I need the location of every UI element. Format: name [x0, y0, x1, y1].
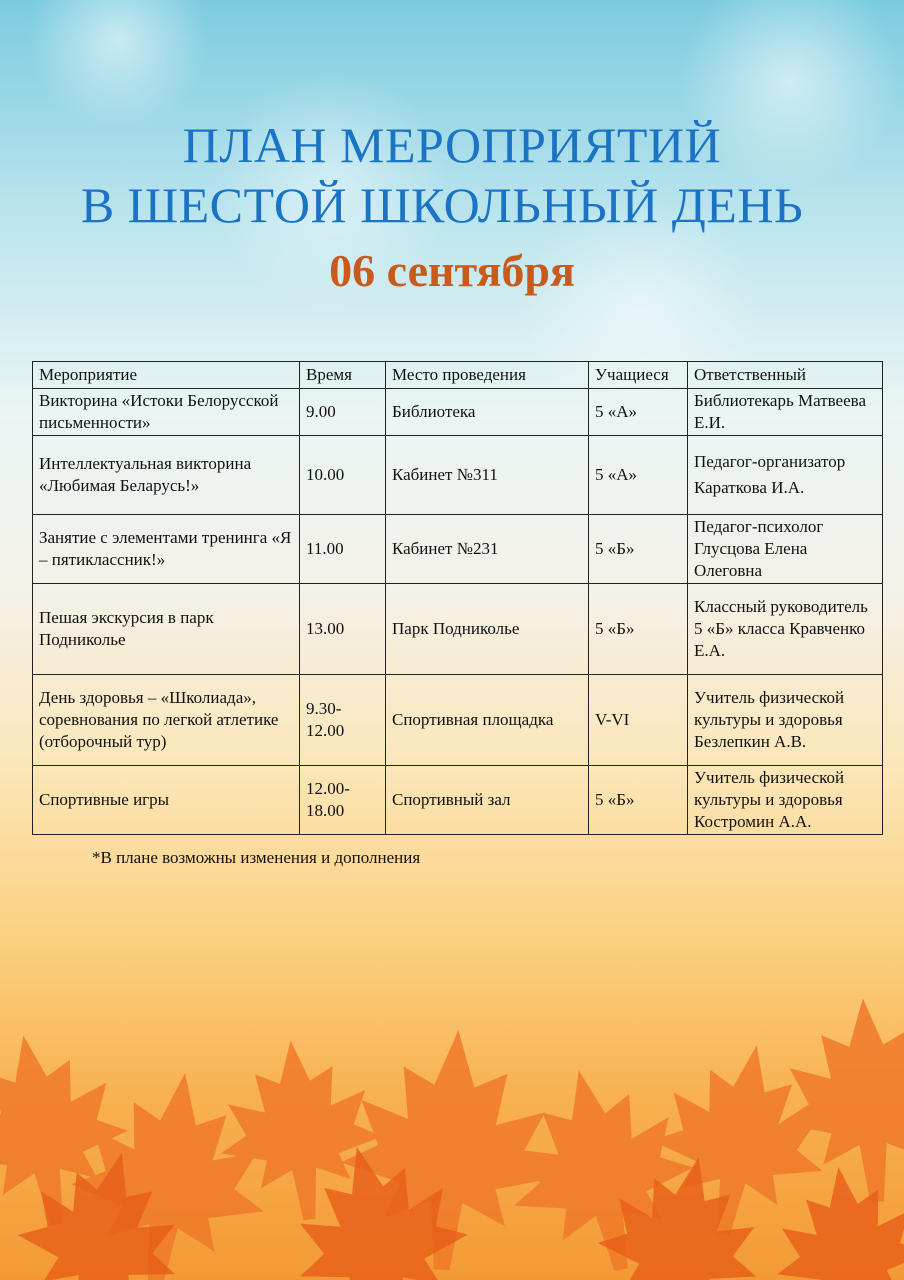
cell-time: 11.00 [300, 515, 386, 584]
cell-event: Спортивные игры [33, 766, 300, 835]
cell-students: 5 «А» [589, 436, 688, 515]
cell-event: Викторина «Истоки Белорусской письменности» [33, 389, 300, 436]
header-time: Время [300, 362, 386, 389]
cell-place: Кабинет №311 [386, 436, 589, 515]
cell-place: Парк Подниколье [386, 584, 589, 675]
cell-students: 5 «Б» [589, 515, 688, 584]
cell-time: 12.00-18.00 [300, 766, 386, 835]
cell-students: V-VI [589, 675, 688, 766]
cell-responsible: Педагог-организатор Караткова И.А. [688, 436, 883, 515]
cell-time: 13.00 [300, 584, 386, 675]
table-header-row [33, 362, 883, 389]
table-row [33, 675, 883, 766]
page-title-line1: ПЛАН МЕРОПРИЯТИЙ [182, 117, 722, 173]
cell-responsible: Библиотекарь Матвеева Е.И. [688, 389, 883, 436]
cell-place: Библиотека [386, 389, 589, 436]
page-title-line2: В ШЕСТОЙ ШКОЛЬНЫЙ ДЕНЬ [80, 177, 804, 233]
cell-event: День здоровья – «Школиада», соревнования по легкой атлетике (отборочный тур) [33, 675, 300, 766]
table-row [33, 515, 883, 584]
event-date: 06 сентября [329, 245, 575, 296]
cell-responsible: Педагог-психолог Глусцова Елена Олеговна [688, 515, 883, 584]
header-students: Учащиеся [589, 362, 688, 389]
cell-place: Кабинет №231 [386, 515, 589, 584]
maple-leaves-decoration [0, 980, 904, 1280]
header-responsible: Ответственный [688, 362, 883, 389]
cell-event: Пешая экскурсия в парк Подниколье [33, 584, 300, 675]
cell-event: Занятие с элементами тренинга «Я – пятиклассник!» [33, 515, 300, 584]
cell-time: 10.00 [300, 436, 386, 515]
events-table [32, 361, 883, 835]
cell-place: Спортивный зал [386, 766, 589, 835]
table-row [33, 436, 883, 515]
cell-place: Спортивная площадка [386, 675, 589, 766]
cell-responsible: Учитель физической культуры и здоровья Безлепкин А.В. [688, 675, 883, 766]
cell-students: 5 «Б» [589, 766, 688, 835]
header-place: Место проведения [386, 362, 589, 389]
cell-students: 5 «Б» [589, 584, 688, 675]
cell-time: 9.00 [300, 389, 386, 436]
cell-event: Интеллектуальная викторина «Любимая Беларусь!» [33, 436, 300, 515]
table-row [33, 766, 883, 835]
cell-time: 9.30-12.00 [300, 675, 386, 766]
footnote: *В плане возможны изменения и дополнения [92, 848, 421, 867]
cell-responsible: Классный руководитель 5 «Б» класса Кравченко Е.А. [688, 584, 883, 675]
cell-responsible: Учитель физической культуры и здоровья Костромин А.А. [688, 766, 883, 835]
header-event: Мероприятие [33, 362, 300, 389]
cell-students: 5 «А» [589, 389, 688, 436]
table-row [33, 389, 883, 436]
table-row [33, 584, 883, 675]
